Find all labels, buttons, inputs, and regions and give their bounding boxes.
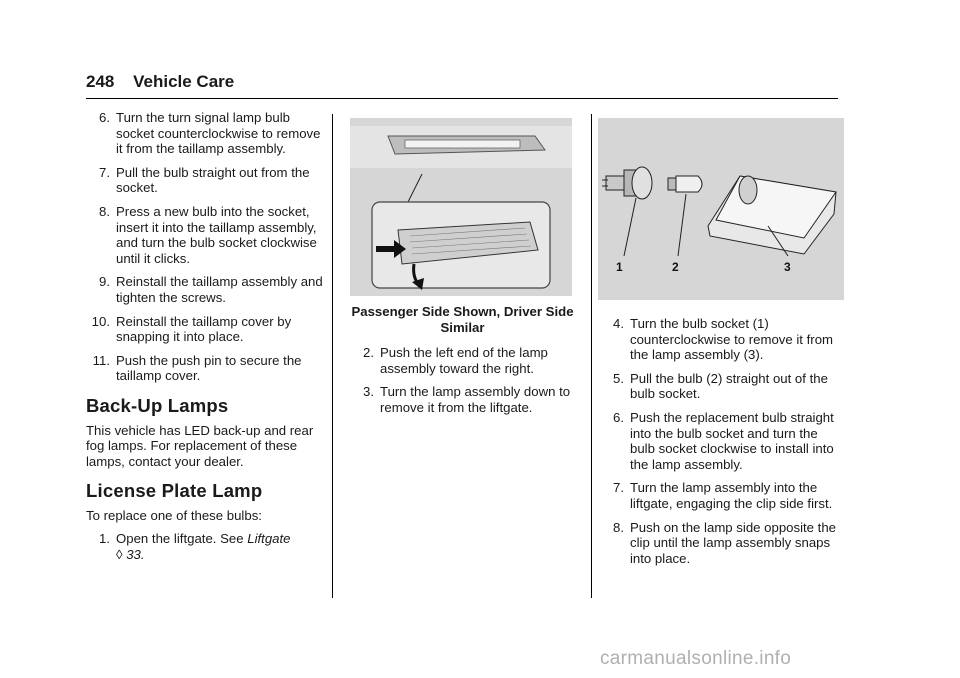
step-item: 1. Open the liftgate. See Liftgate ◊ 33. — [99, 531, 291, 563]
page-number: 248 — [86, 72, 115, 91]
step-item: 3. Turn the lamp assembly down to remove it from the liftgate. — [363, 384, 571, 415]
part-label-1: 1 — [616, 260, 623, 274]
step-item: 2. Push the left end of the lamp assembly toward the right. — [363, 345, 548, 376]
page-header — [86, 72, 234, 92]
liftgate-lamp-illustration — [350, 118, 572, 296]
license-intro-text: To replace one of these bulbs: — [86, 507, 262, 523]
step-item: 7. Turn the lamp assembly into the liftgate, engaging the clip side first. — [613, 480, 833, 511]
section-title: Vehicle Care — [133, 72, 235, 91]
step-item: 9. Reinstall the taillamp assembly and tighten the screws. — [99, 274, 323, 305]
column-divider-2 — [591, 114, 592, 598]
column-3 — [600, 316, 840, 574]
backup-lamps-text: This vehicle has LED back-up and rear fog lamps. For replacement of these lamps, contact your dealer. — [86, 422, 314, 469]
step-item: 5. Pull the bulb (2) straight out of the bulb socket. — [613, 370, 828, 402]
page-ref[interactable]: 33. — [126, 547, 145, 563]
license-lamp-parts-illustration — [598, 118, 844, 300]
column-1 — [86, 110, 326, 571]
step-item: 7. Pull the bulb straight out from the socket. — [99, 164, 310, 196]
figure-caption: Passenger Side Shown, Driver Side Similar — [351, 304, 574, 335]
part-label-2: 2 — [672, 260, 679, 274]
liftgate-link[interactable]: Liftgate — [247, 531, 291, 547]
watermark-text: carmanualsonline.info — [600, 648, 792, 669]
step-item: 10. Reinstall the taillamp cover by snapping it into place. — [91, 313, 292, 345]
header-rule — [86, 98, 838, 99]
step-item: 8. Push on the lamp side opposite the clip until the lamp assembly snaps into place. — [613, 519, 837, 566]
backup-lamps-heading: Back-Up Lamps — [86, 394, 229, 416]
step-item: 4. Turn the bulb socket (1) counterclockwise to remove it from the lamp assembly (3). — [613, 316, 834, 363]
part-label-3: 3 — [784, 260, 791, 274]
column-divider-1 — [332, 114, 333, 598]
step-item: 8. Press a new bulb into the socket, insert it into the taillamp assembly, and turn the bulb socket clockwise until it clicks. — [99, 203, 317, 266]
step-item: 11. Push the push pin to secure the taillamp cover. — [92, 352, 302, 384]
column-2 — [350, 304, 575, 424]
step-item: 6. Turn the turn signal lamp bulb socket counterclockwise to remove it from the taillamp assembly. — [99, 110, 321, 157]
license-plate-lamp-heading: License Plate Lamp — [86, 480, 263, 502]
page-ref-icon: ◊ — [116, 547, 123, 563]
step-item: 6. Push the replacement bulb straight into the bulb socket and turn the bulb socket clockwise to install into the lamp assembly. — [613, 409, 834, 472]
